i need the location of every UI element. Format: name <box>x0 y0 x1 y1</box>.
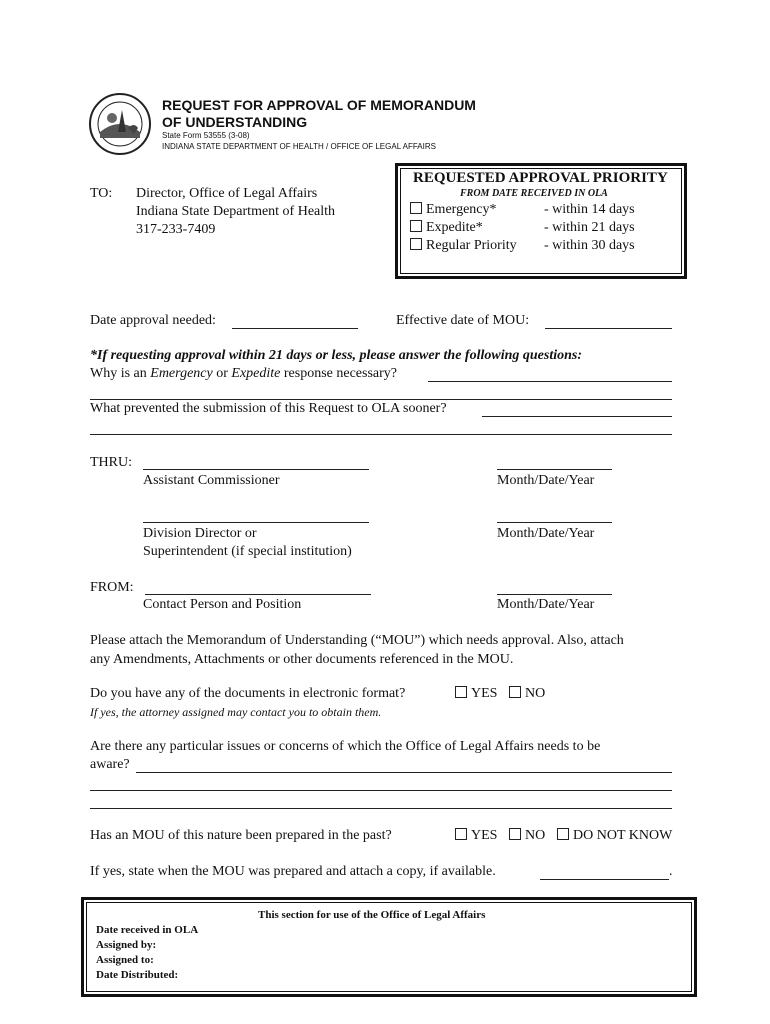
date-approval-needed-field[interactable] <box>232 328 358 329</box>
electronic-no-checkbox[interactable] <box>509 686 521 698</box>
from-label: FROM: <box>90 580 134 595</box>
delay-reason-question: What prevented the submission of this Request to OLA sooner? <box>90 401 447 416</box>
electronic-yes-checkbox[interactable] <box>455 686 467 698</box>
prior-no-option[interactable] <box>509 828 545 844</box>
issues-question-line1: Are there any particular issues or concerns of which the Office of Legal Affairs needs to be <box>90 739 601 754</box>
prior-yes-label: YES <box>471 828 498 843</box>
department-name: INDIANA STATE DEPARTMENT OF HEALTH / OFFICE OF LEGAL AFFAIRS <box>162 142 436 151</box>
expedite-checkbox[interactable] <box>410 220 422 232</box>
why-expedite-question <box>90 366 397 382</box>
expedite-label: Expedite* <box>426 220 483 235</box>
delay-reason-answer-field[interactable] <box>482 416 672 417</box>
assistant-commissioner-label: Assistant Commissioner <box>143 473 280 488</box>
ola-assigned-by-label: Assigned by: <box>96 939 157 951</box>
electronic-no-option[interactable] <box>509 686 545 702</box>
assistant-commissioner-date-label: Month/Date/Year <box>497 473 595 488</box>
effective-date-label: Effective date of MOU: <box>396 313 530 328</box>
electronic-format-note: If yes, the attorney assigned may contact you to obtain them. <box>90 705 382 719</box>
prior-no-label: NO <box>525 828 546 843</box>
to-recipient-phone: 317-233-7409 <box>136 222 216 237</box>
emergency-timeframe: - within 14 days <box>544 202 635 217</box>
priority-title: REQUESTED APPROVAL PRIORITY <box>413 170 668 186</box>
division-director-signature-field[interactable] <box>143 522 369 523</box>
emergency-word: Emergency <box>150 366 213 381</box>
ola-date-received-label: Date received in OLA <box>96 924 199 936</box>
emergency-label: Emergency* <box>426 202 497 217</box>
priority-emergency-option[interactable] <box>410 202 497 218</box>
electronic-no-label: NO <box>525 686 546 701</box>
prior-dnk-label: DO NOT KNOW <box>573 828 673 843</box>
indiana-state-seal <box>88 92 152 156</box>
attach-instruction-line1: Please attach the Memorandum of Understanding (“MOU”) which needs approval. Also, attach <box>90 633 624 648</box>
ola-section-title: This section for use of the Office of Legal Affairs <box>258 909 486 921</box>
assistant-commissioner-signature-field[interactable] <box>143 469 369 470</box>
superintendent-label: Superintendent (if special institution) <box>143 544 352 559</box>
priority-expedite-option[interactable] <box>410 220 483 236</box>
regular-priority-timeframe: - within 30 days <box>544 238 635 253</box>
prior-mou-followup: If yes, state when the MOU was prepared and attach a copy, if available. <box>90 864 496 879</box>
why-question-suffix: response necessary? <box>280 366 397 381</box>
issues-answer-field[interactable] <box>136 772 672 773</box>
ola-date-distributed-label: Date Distributed: <box>96 969 179 981</box>
electronic-yes-label: YES <box>471 686 498 701</box>
contact-person-signature-field[interactable] <box>145 594 371 595</box>
assistant-commissioner-date-field[interactable] <box>497 469 612 470</box>
contact-person-date-field[interactable] <box>497 594 612 595</box>
expedite-instruction: *If requesting approval within 21 days or less, please answer the following questions: <box>90 348 582 363</box>
prior-no-checkbox[interactable] <box>509 828 521 840</box>
to-recipient-line1: Director, Office of Legal Affairs <box>136 186 318 201</box>
attach-instruction-line2: any Amendments, Attachments or other documents referenced in the MOU. <box>90 652 514 667</box>
division-director-date-field[interactable] <box>497 522 612 523</box>
prior-dnk-checkbox[interactable] <box>557 828 569 840</box>
form-number: State Form 53555 (3-08) <box>162 131 250 140</box>
division-director-label: Division Director or <box>143 526 257 541</box>
division-director-date-label: Month/Date/Year <box>497 526 595 541</box>
thru-label: THRU: <box>90 455 132 470</box>
form-title-line1: REQUEST FOR APPROVAL OF MEMORANDUM <box>162 97 476 113</box>
contact-person-date-label: Month/Date/Year <box>497 597 595 612</box>
electronic-format-question: Do you have any of the documents in electronic format? <box>90 686 406 701</box>
priority-subtitle: FROM DATE RECEIVED IN OLA <box>460 188 608 199</box>
prior-mou-date-field[interactable] <box>540 879 669 880</box>
why-expedite-answer-line2[interactable] <box>90 399 672 400</box>
regular-priority-checkbox[interactable] <box>410 238 422 250</box>
delay-reason-answer-line2[interactable] <box>90 434 672 435</box>
issues-answer-line3[interactable] <box>90 808 672 809</box>
prior-yes-checkbox[interactable] <box>455 828 467 840</box>
to-recipient-line2: Indiana State Department of Health <box>136 204 336 219</box>
issues-question-line2: aware? <box>90 757 130 772</box>
regular-priority-label: Regular Priority <box>426 238 517 253</box>
or-word: or <box>212 366 232 381</box>
date-approval-needed-label: Date approval needed: <box>90 313 216 328</box>
to-label: TO: <box>90 186 113 201</box>
why-question-text: Why is an <box>90 366 151 381</box>
prior-mou-period: . <box>669 864 673 879</box>
prior-dnk-option[interactable] <box>557 828 672 844</box>
why-expedite-answer-field[interactable] <box>428 381 672 382</box>
electronic-yes-option[interactable] <box>455 686 497 702</box>
form-title-line2: OF UNDERSTANDING <box>162 114 308 130</box>
ola-assigned-to-label: Assigned to: <box>96 954 154 966</box>
prior-yes-option[interactable] <box>455 828 497 844</box>
prior-mou-question: Has an MOU of this nature been prepared in the past? <box>90 828 392 843</box>
effective-date-field[interactable] <box>545 328 672 329</box>
issues-answer-line2[interactable] <box>90 790 672 791</box>
contact-person-label: Contact Person and Position <box>143 597 302 612</box>
emergency-checkbox[interactable] <box>410 202 422 214</box>
expedite-word: Expedite <box>231 366 281 381</box>
expedite-timeframe: - within 21 days <box>544 220 635 235</box>
priority-regular-option[interactable] <box>410 238 517 254</box>
